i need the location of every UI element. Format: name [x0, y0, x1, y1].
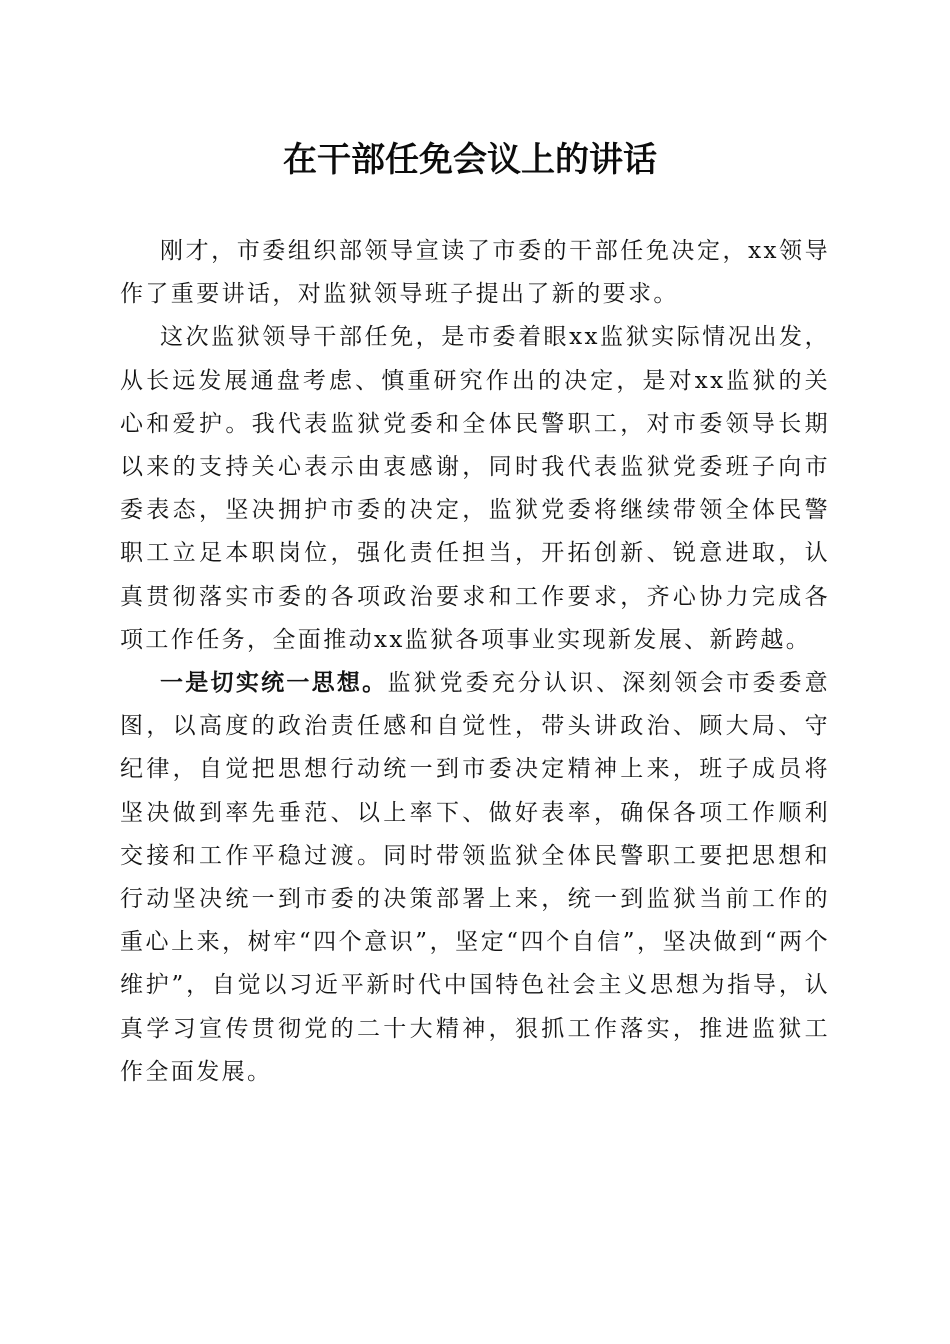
paragraph-point-one — [120, 662, 830, 1094]
paragraph-lead-heading: 一是切实统一思想。 — [160, 670, 388, 697]
paragraph-text: 这次监狱领导干部任免，是市委着眼xx监狱实际情况出发，从长远发展通盘考虑、慎重研究作出的决定，是对xx监狱的关心和爱护。我代表监狱党委和全体民警职工，对市委领导长期以来的支持关心表示由衷感谢，同时我代表监狱党委班子向市委表态，坚决拥护市委的决定，监狱党委将继续带领全体民警职工立足本职岗位，强化责任担当，开拓创新、锐意进取，认真贯彻落实市委的各项政治要求和工作要求，齐心协力完成各项工作任务，全面推动xx监狱各项事业实现新发展、新跨越。 — [120, 324, 830, 653]
document-body — [120, 230, 830, 1094]
paragraph-opening — [120, 230, 830, 316]
paragraph-text: 监狱党委充分认识、深刻领会市委委意图，以高度的政治责任感和自觉性，带头讲政治、顾大局、守纪律，自觉把思想行动统一到市委决定精神上来，班子成员将坚决做到率先垂范、以上率下、做好表率，确保各项工作顺利交接和工作平稳过渡。同时带领监狱全体民警职工要把思想和行动坚决统一到市委的决策部署上来，统一到监狱当前工作的重心上来，树牢“四个意识”，坚定“四个自信”，坚决做到“两个维护”，自觉以习近平新时代中国特色社会主义思想为指导，认真学习宣传贯彻党的二十大精神，狠抓工作落实，推进监狱工作全面发展。 — [120, 670, 830, 1085]
paragraph-statement — [120, 316, 830, 662]
paragraph-text: 刚才，市委组织部领导宣读了市委的干部任免决定，xx领导作了重要讲话，对监狱领导班子提出了新的要求。 — [120, 238, 830, 308]
document-title: 在干部任免会议上的讲话 — [283, 140, 657, 180]
